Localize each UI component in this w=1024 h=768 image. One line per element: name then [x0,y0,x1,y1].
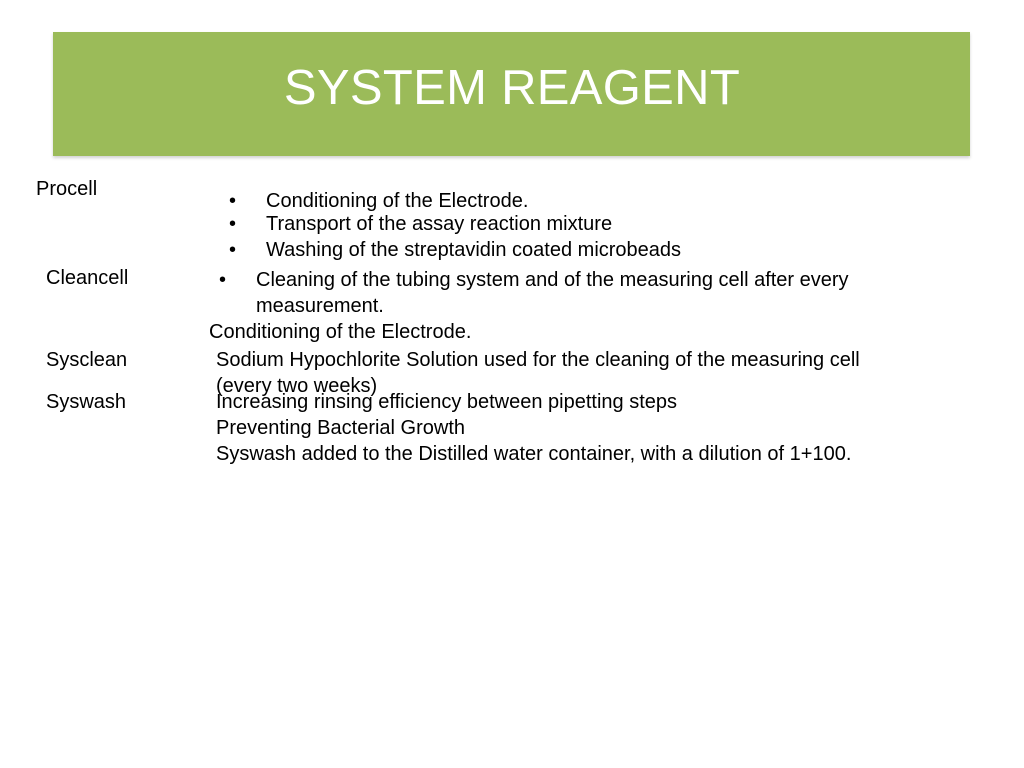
cleancell-label: Cleancell [46,267,129,289]
cleancell-bullet-text: Cleaning of the tubing system and of the measuring cell after every measurement. [256,269,849,317]
procell-bullet-text: Conditioning of the Electrode. [266,190,529,212]
sysclean-label: Sysclean [46,349,128,371]
syswash-line-2: Preventing Bacterial Growth [216,417,466,439]
sysclean-line-2: (every two weeks) [216,375,378,397]
slide-title: SYSTEM REAGENT [283,61,741,115]
bullet-icon: • [229,239,237,261]
bullet-icon: • [219,269,227,291]
syswash-label: Syswash [46,391,127,413]
procell-bullet-text: Transport of the assay reaction mixture [266,213,613,235]
sysclean-line-1: Sodium Hypochlorite Solution used for the cleaning of the measuring cell [216,349,860,371]
syswash-line-3: Syswash added to the Distilled water container, with a dilution of 1+100. [216,443,852,465]
syswash-line-1: Increasing rinsing efficiency between pipetting steps [216,391,678,413]
bullet-icon: • [229,190,237,212]
bullet-icon: • [229,213,237,235]
procell-label: Procell [36,178,98,200]
procell-bullet-text: Washing of the streptavidin coated microbeads [266,239,682,261]
cleancell-note: Conditioning of the Electrode. [209,321,472,343]
